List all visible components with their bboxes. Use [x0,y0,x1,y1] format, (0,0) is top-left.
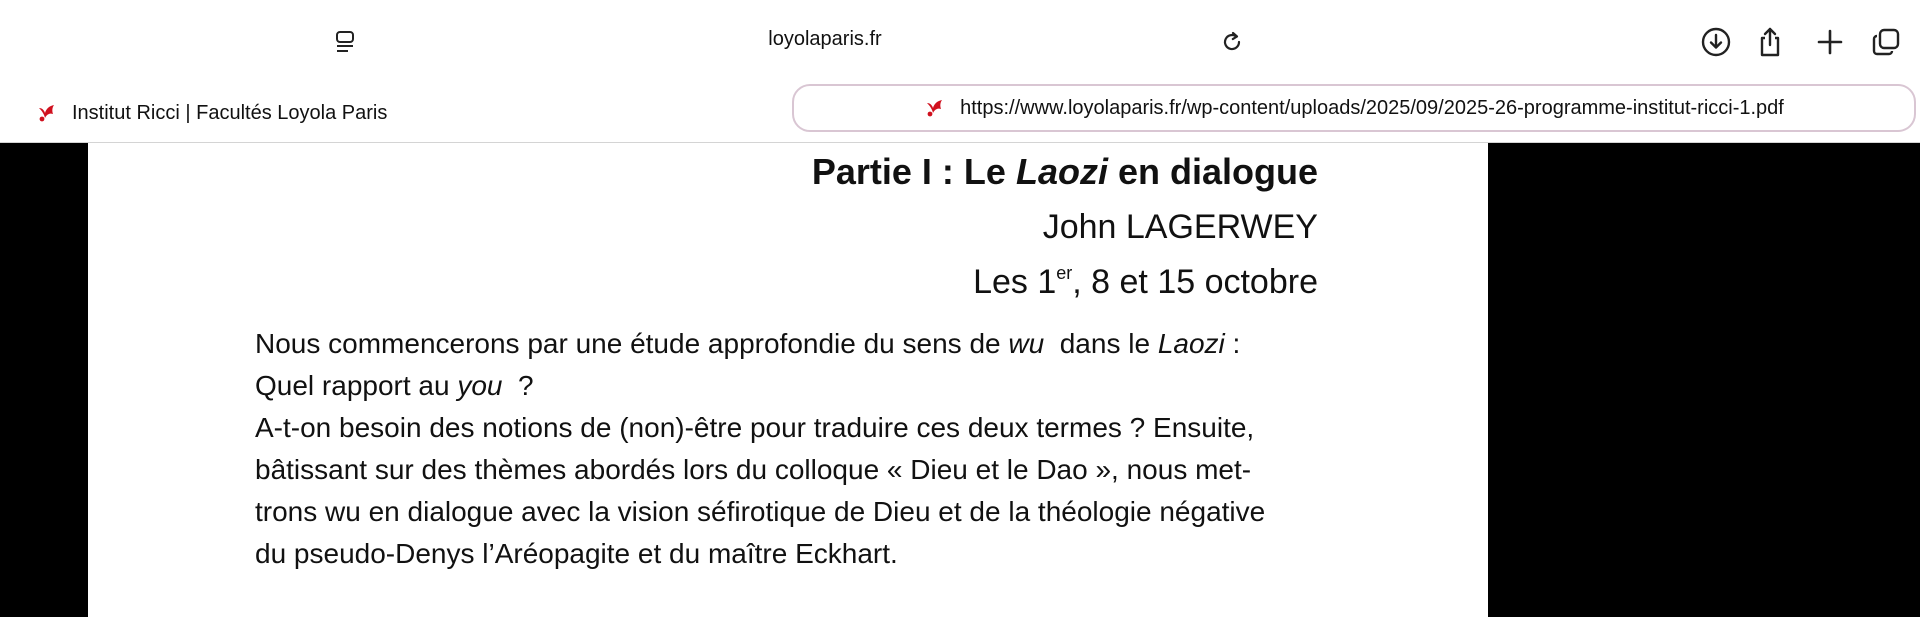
pdf-viewer[interactable] [0,143,1920,617]
pdf-page [88,143,1488,617]
tabs-overview-icon[interactable] [1868,24,1904,60]
tab-strip [0,84,1920,143]
new-tab-icon[interactable] [1812,24,1848,60]
heading-text-end: en dialogue [1107,151,1318,192]
text-line: A-t-on besoin des notions de (non)-être pour traduire ces deux termes ? Ensuite, [255,412,1255,443]
tab-url-label: https://www.loyolaparis.fr/wp-content/uploads/2025/09/2025-26-programme-institut-ricci-1.pdf [960,96,1784,119]
dates-text: Les 1 [973,263,1057,301]
dates-superscript: er [1056,263,1073,283]
reload-icon[interactable] [1214,24,1250,60]
share-icon[interactable] [1752,24,1788,60]
tab-institut-ricci[interactable] [36,97,387,129]
text-line: du pseudo-Denys l’Aréopagite et du maître Eckhart. [255,538,898,569]
text-line: trons wu en dialogue avec la vision séfirotique de Dieu et de la théologie négative [255,496,1266,527]
reader-icon[interactable] [328,24,364,60]
author-name: John LAGERWEY [1042,208,1318,246]
site-title[interactable]: loyolaparis.fr [768,28,882,50]
tab-label: Institut Ricci | Facultés Loyola Paris [72,101,388,124]
loyola-favicon-icon [36,102,58,124]
text-line: Nous commencerons par une étude approfondie du sens de wu dans le Laozi : [255,328,1241,359]
heading-italic-text: Laozi [1015,151,1108,192]
loyola-favicon-icon [924,97,946,119]
heading-text: Partie I : Le [811,151,1016,192]
session-dates [973,263,1318,302]
section-heading [812,151,1318,193]
download-icon[interactable] [1698,24,1734,60]
dates-text-end: , 8 et 15 octobre [1072,263,1318,301]
browser-toolbar [0,0,1920,84]
text-line: Quel rapport au you ? [255,370,534,401]
text-line: bâtissant sur des thèmes abordés lors du colloque « Dieu et le Dao », nous met- [255,454,1252,485]
description-paragraph [255,323,1335,575]
tab-pdf-active[interactable] [792,84,1916,132]
